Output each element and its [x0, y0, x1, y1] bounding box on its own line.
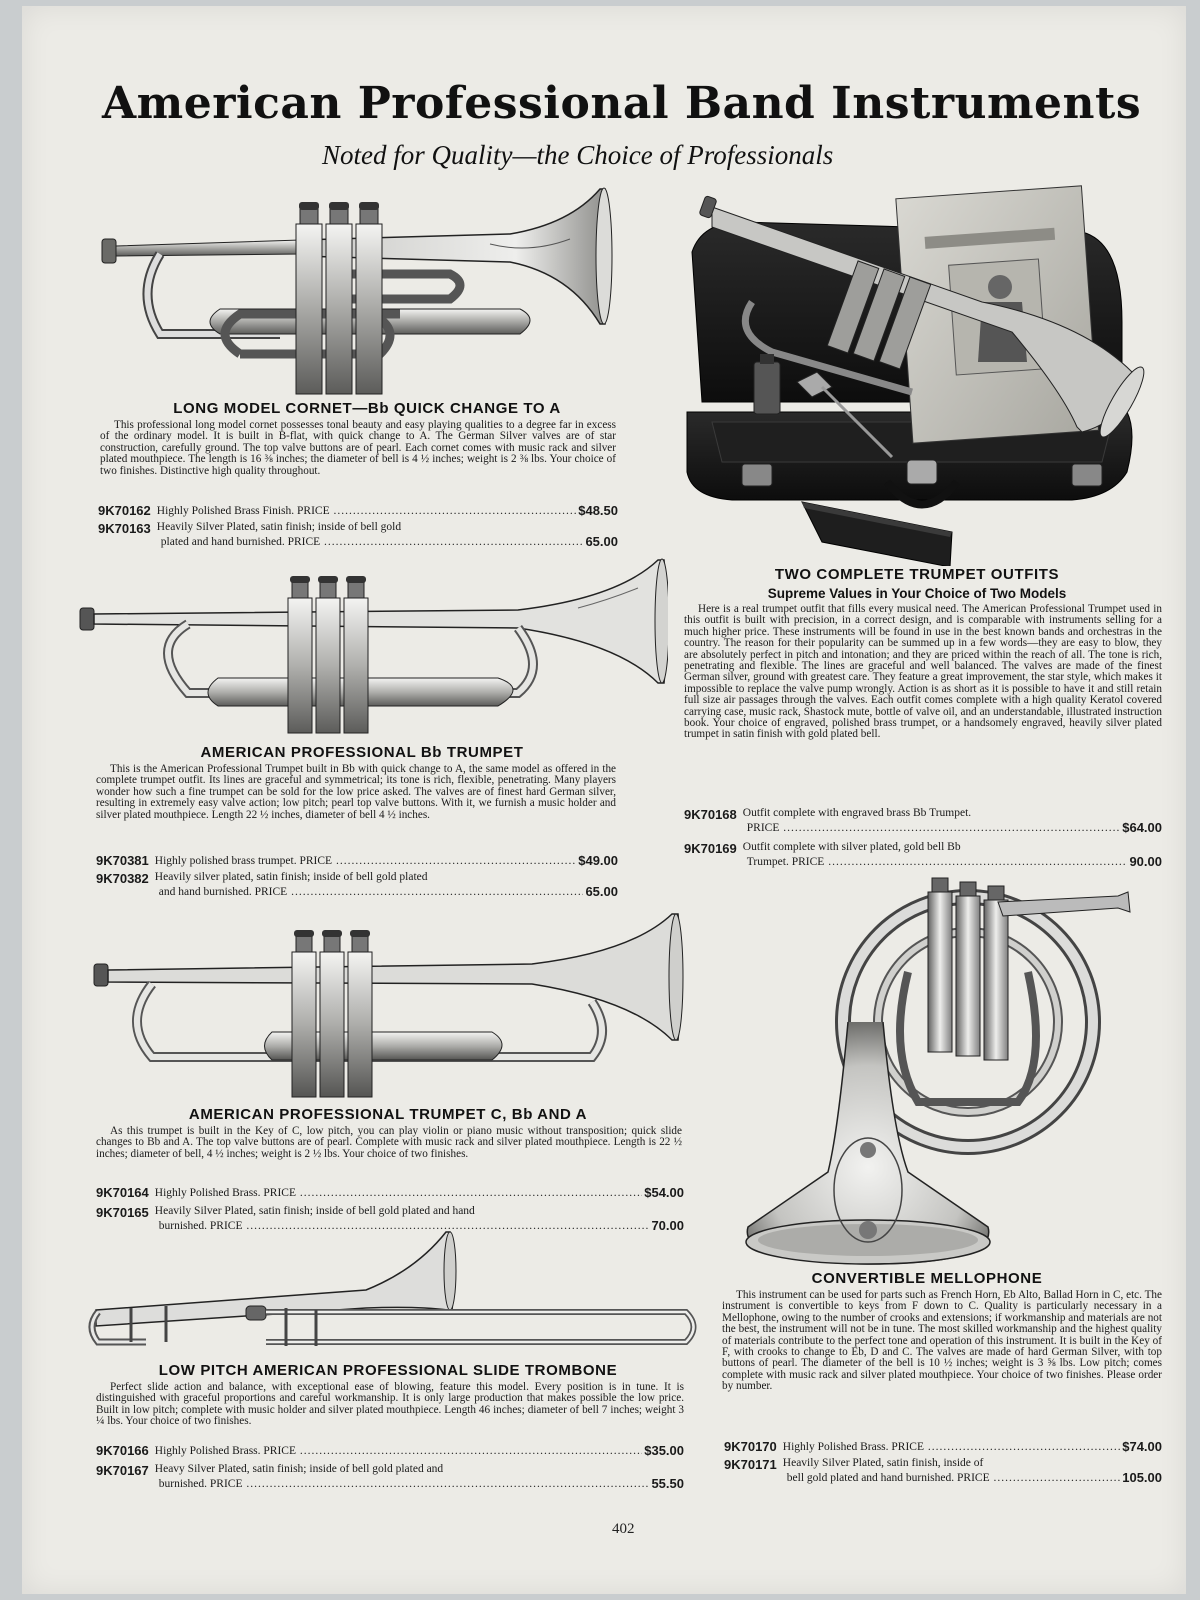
item-description: Heavily Silver Plated, satin finish; inside of bell gold plated and hand	[154, 1205, 475, 1217]
page-title: American Professional Band Instruments	[102, 78, 1142, 129]
item-code: 9K70171	[724, 1457, 777, 1472]
item-description-line2: burnished. PRICE .....	[155, 1477, 650, 1492]
outfits-heading: TWO COMPLETE TRUMPET OUTFITS	[774, 566, 1060, 583]
item-description-line2: Trumpet. PRICE .....	[743, 855, 1128, 870]
item-description: Outfit complete with engraved brass Bb Trumpet.	[742, 807, 972, 819]
item-code: 9K70165	[96, 1205, 149, 1220]
item-description-line2: bell gold plated and hand burnished. PRICE .....	[783, 1471, 1120, 1486]
cornet-illustration	[100, 184, 620, 404]
trumpet-outfit-illustration	[682, 182, 1152, 566]
item-code: 9K70163	[98, 521, 151, 536]
item-price: $49.00	[578, 853, 618, 868]
item-description: Heavy Silver Plated, satin finish; inside of bell gold plated and	[154, 1463, 444, 1475]
outfits-item-2[interactable]	[684, 840, 1162, 870]
catalog-page	[22, 6, 1186, 1594]
item-description: Heavily Silver Plated, satin finish, inside of	[782, 1457, 984, 1469]
item-description: Highly polished brass trumpet. PRICE .....	[155, 855, 576, 867]
item-code: 9K70169	[684, 841, 737, 856]
item-price: 65.00	[585, 884, 618, 899]
cornet-item-1[interactable]	[98, 502, 618, 519]
item-code: 9K70166	[96, 1443, 149, 1458]
item-price: 65.00	[585, 534, 618, 549]
item-description: Highly Polished Brass. PRICE .....	[155, 1187, 642, 1199]
mellophone-heading: CONVERTIBLE MELLOPHONE	[811, 1270, 1043, 1287]
item-code: 9K70381	[96, 853, 149, 868]
mellophone-illustration	[718, 872, 1148, 1292]
item-code: 9K70170	[724, 1439, 777, 1454]
item-description: Highly Polished Brass Finish. PRICE .....	[157, 505, 576, 517]
cornet-heading: LONG MODEL CORNET—Bb QUICK CHANGE TO A	[173, 400, 561, 417]
item-description: Heavily Silver Plated, satin finish; inside of bell gold	[156, 521, 402, 533]
trombone-heading: LOW PITCH AMERICAN PROFESSIONAL SLIDE TROMBONE	[158, 1362, 618, 1379]
mellophone-item-1[interactable]	[724, 1438, 1162, 1455]
item-code: 9K70167	[96, 1463, 149, 1478]
bb-trumpet-heading: AMERICAN PROFESSIONAL Bb TRUMPET	[200, 744, 524, 761]
cornet-description: This professional long model cornet possesses tonal beauty and easy playing qualities to a degree far in excess of the ordinary model. It is built in B-flat, with quick change to A. The German Silver valves are of star construction, carefully ground. The top valve buttons are of pearl. Each cornet comes with music rack and silver plated mouthpiece. The length is 16 ⅜ inches; the diameter of bell is 4 ½ inches; weight is 2 ⅜ lbs. Your choice of two finishes. Distinctive high quality throughout.	[100, 419, 616, 477]
item-price: $35.00	[644, 1443, 684, 1458]
outfits-description: Here is a real trumpet outfit that fills every musical need. The American Professional Trumpet used in this outfit is built with precision, in a correct design, and is comparable with instruments selling for a much higher price. These instruments will be found in use in the best known bands and orchestras in the country. The reason for their popularity can be summed up in a few words—they are easy to blow, they are absolutely perfect in pitch and intonation; and they are priced within the reach of all. The tone is rich, penetrating and flexible. The lines are graceful and well balanced. The valves are made of the finest German silver, ground with greatest care. They feature a great improvement, the star style, which makes it impossible to replace the valve pump wrongly. Action is as short as it is possible to have it and still retain full size air passages through the valves. Each outfit comes complete with a high quality Keratol covered carrying case, music rack, Shastock mute, bottle of valve oil, and an understandable, illustrated instruction book. Your choice of engraved, polished brass trumpet, or a handsomely engraved, heavily silver plated trumpet in satin finish with gold plated bell.	[684, 603, 1162, 741]
mellophone-description: This instrument can be used for parts such as French Horn, Eb Alto, Ballad Horn in C, etc. The instrument is convertible to keys from F down to C. Quality is particularly necessary in a Mellophone, owing to the number of crooks and extensions; if workmanship and materials are not the best, the instrument will not be in tune. The most skilled workmanship and the highest quality of materials contribute to the perfect tone and operation of this instrument. It is built in the Key of F, with crooks to change to Eb, D and C. The valves are made of hard German Silver, with top buttons of pearl. The diameter of the bell is 10 ½ inches; weight is 3 ⅝ lbs. Low pitch; comes complete with music rack and silver plated mouthpiece. Your choice of two finishes. Please order by number.	[722, 1289, 1162, 1393]
item-code: 9K70382	[96, 871, 149, 886]
item-price: $48.50	[578, 503, 618, 518]
item-price: $64.00	[1122, 820, 1162, 835]
bb-trumpet-item-2[interactable]	[96, 870, 618, 900]
outfits-item-1[interactable]	[684, 806, 1162, 836]
item-price: $74.00	[1122, 1439, 1162, 1454]
trombone-item-1[interactable]	[96, 1442, 684, 1459]
item-description-line2: and hand burnished. PRICE .....	[155, 885, 584, 900]
c-trumpet-heading: AMERICAN PROFESSIONAL TRUMPET C, Bb AND A	[188, 1106, 588, 1123]
cornet-item-2[interactable]	[98, 520, 618, 550]
bb-trumpet-description: This is the American Professional Trumpet built in Bb with quick change to A, the same model as offered in the complete trumpet outfit. Its lines are graceful and symmetrical; its tone is rich, flexible, penetrating. Many players wonder how such a fine trumpet can be sold for the low price asked. The valves are of finest hard German silver, resulting in extremely easy valve action; low pitch; pearl top valve buttons. With it, we furnish a music holder and silver plated mouthpiece. Length 22 ½ inches, diameter of bell 4 ½ inches.	[96, 763, 616, 821]
item-description: Outfit complete with silver plated, gold bell Bb	[742, 841, 961, 853]
item-description: Highly Polished Brass. PRICE .....	[783, 1441, 1120, 1453]
trombone-description: Perfect slide action and balance, with exceptional ease of blowing, feature this model. Every position is in tune. It is distinguished with graceful proportions and careful workmanship. It is only large production that makes possible the low price. Built in low pitch; complete with music holder and silver plated mouthpiece. Length 46 inches; diameter of bell 7 inches; weight 3 ¼ lbs. Your choice of two finishes.	[96, 1381, 684, 1428]
item-code: 9K70162	[98, 503, 151, 518]
trombone-illustration	[86, 1230, 706, 1350]
page-subtitle: Noted for Quality—the Choice of Professionals	[322, 140, 834, 170]
item-price: 105.00	[1122, 1470, 1162, 1485]
mellophone-item-2[interactable]	[724, 1456, 1162, 1486]
c-trumpet-description: As this trumpet is built in the Key of C, low pitch, you can play violin or piano music without transposition; quick slide changes to Bb and A. The top valve buttons are of pearl. Complete with music rack and silver plated mouthpiece. Length is 22 ½ inches; diameter of bell, 4 ½ inches; weight is 2 ½ lbs. Your choice of two finishes.	[96, 1125, 682, 1160]
item-description-line2: plated and hand burnished. PRICE .....	[157, 535, 584, 550]
item-price: 55.50	[651, 1476, 684, 1491]
item-price: 90.00	[1129, 854, 1162, 869]
item-price: 70.00	[651, 1218, 684, 1233]
bb-trumpet-item-1[interactable]	[96, 852, 618, 869]
item-price: $54.00	[644, 1185, 684, 1200]
c-trumpet-illustration	[92, 912, 684, 1102]
item-code: 9K70168	[684, 807, 737, 822]
outfits-subheading: Supreme Values in Your Choice of Two Models	[767, 586, 1067, 601]
item-description: Highly Polished Brass. PRICE .....	[155, 1445, 642, 1457]
c-trumpet-item-1[interactable]	[96, 1184, 684, 1201]
item-description-line2: burnished. PRICE .....	[155, 1219, 650, 1234]
trombone-item-2[interactable]	[96, 1462, 684, 1492]
item-description: Heavily silver plated, satin finish; inside of bell gold plated	[154, 871, 428, 883]
item-description-line2: PRICE .....	[743, 821, 1120, 836]
item-code: 9K70164	[96, 1185, 149, 1200]
page-number: 402	[612, 1521, 635, 1537]
bb-trumpet-illustration	[78, 558, 668, 748]
